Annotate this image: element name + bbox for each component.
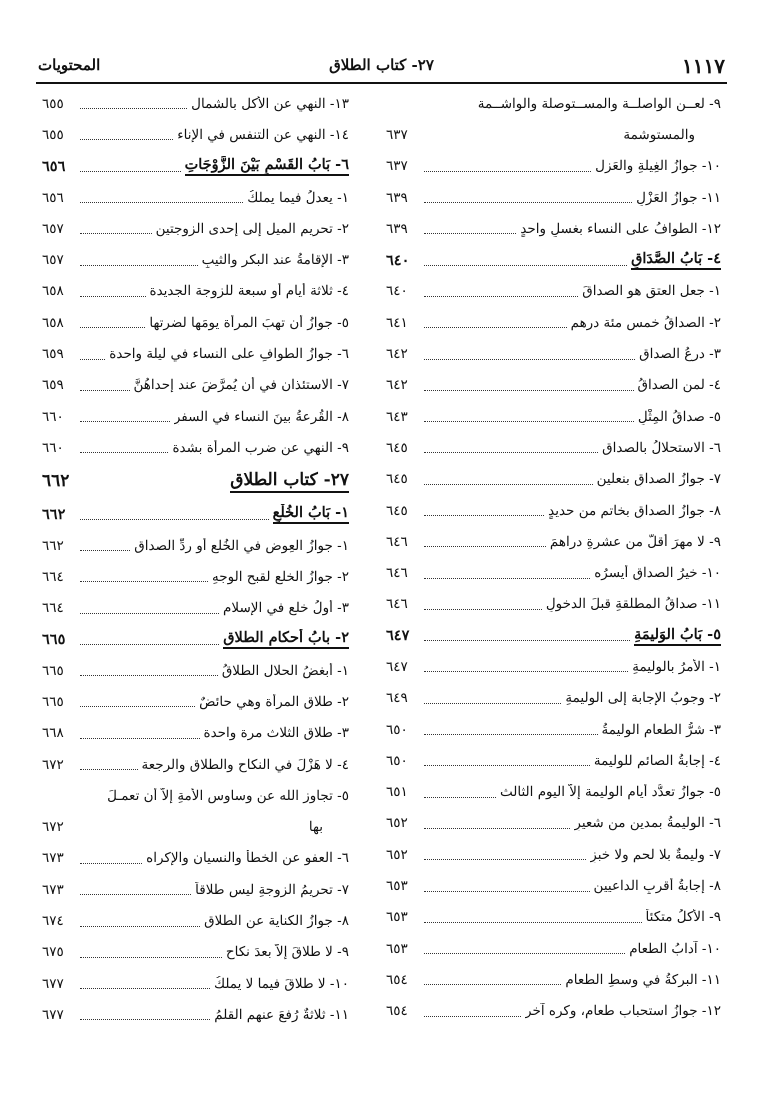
dot-leader bbox=[80, 108, 187, 109]
dot-leader bbox=[80, 988, 210, 989]
toc-entry-page: ٦٦٥ bbox=[42, 693, 64, 710]
toc-entry-page: ٦٦٤ bbox=[42, 600, 64, 617]
dot-leader bbox=[424, 515, 544, 516]
toc-entry bbox=[42, 655, 349, 686]
toc-entry-title: ٤- لمن الصداقُ bbox=[637, 377, 721, 394]
contents-label: المحتويات bbox=[38, 56, 101, 74]
dot-leader bbox=[424, 327, 567, 328]
toc-entry-page: ٦٥٨ bbox=[42, 314, 64, 331]
toc-entry bbox=[386, 495, 721, 526]
toc-entry-title: ١٤- النهي عن التنفس في الإناء bbox=[177, 126, 349, 143]
toc-entry bbox=[42, 370, 349, 401]
toc-entry bbox=[42, 812, 349, 843]
toc-entry-page: ٦٦٢ bbox=[42, 537, 64, 554]
dot-leader bbox=[424, 265, 627, 266]
toc-entry-title: ٢- الصداقُ خمس مئة درهم bbox=[570, 314, 721, 331]
toc-entry-title: ٩- الأكلُ متكئاً bbox=[645, 909, 721, 926]
toc-entry-page: ٦٦٠ bbox=[42, 439, 64, 456]
toc-entry-title: ١١- البركةُ في وسطِ الطعامِ bbox=[565, 971, 721, 988]
chapter-title: ٢٧- كتاب الطلاق bbox=[329, 56, 434, 74]
toc-entry-title: ٧- تحريمُ الزوجةِ ليس طلاقاً bbox=[195, 881, 349, 898]
toc-entry-title: ٩- لعــن الواصلــة والمســتوصلة والواشــمة bbox=[477, 95, 721, 112]
toc-entry-page: ٦٤٠ bbox=[386, 251, 410, 269]
toc-entry-page: ٦٥٠ bbox=[386, 752, 408, 769]
toc-entry-title: ٥- صداقُ المِثْلِ bbox=[637, 408, 721, 425]
toc-entry-page: ٦٥٤ bbox=[386, 971, 408, 988]
toc-entry bbox=[386, 88, 721, 119]
dot-leader bbox=[424, 922, 642, 923]
toc-entry-title: ١٢- الطوافُ على النساء بغسلٍ واحدٍ bbox=[520, 220, 721, 237]
dot-leader bbox=[424, 703, 561, 704]
dot-leader bbox=[80, 452, 168, 453]
toc-entry bbox=[42, 432, 349, 463]
toc-entry-title: ١- جعل العتق هو الصداقَ bbox=[582, 283, 721, 300]
toc-entry-title: ٨- إجابةُ أقربِ الداعيين bbox=[593, 878, 721, 895]
toc-entry bbox=[386, 964, 721, 995]
toc-entry bbox=[42, 213, 349, 244]
toc-section-heading bbox=[42, 151, 349, 182]
dot-leader bbox=[80, 550, 130, 551]
dot-leader bbox=[424, 671, 628, 672]
toc-entry-title: ٢- وجوبُ الإجابة إلى الوليمةِ bbox=[565, 690, 721, 707]
toc-entry-title: ١٣- النهي عن الأكل بالشمال bbox=[191, 95, 349, 112]
dot-leader bbox=[424, 953, 625, 954]
toc-section-heading bbox=[386, 620, 721, 651]
toc-entry-title: ٢- طلاق المرأة وهي حائضٌ bbox=[199, 693, 349, 710]
toc-entry bbox=[386, 589, 721, 620]
toc-entry-page: ٦٤٧ bbox=[386, 658, 408, 675]
toc-entry bbox=[42, 686, 349, 717]
toc-entry-title: ٢- تحريم الميل إلى إحدى الزوجتين bbox=[155, 220, 349, 237]
toc-entry bbox=[42, 307, 349, 338]
toc-entry bbox=[386, 808, 721, 839]
toc-entry-title: ٢- جوازُ الخلع لقبح الوجهِ bbox=[212, 568, 349, 585]
toc-entry-title: ٧- وليمةٌ بلا لحمٍ ولا خبزٍ bbox=[590, 846, 721, 863]
toc-entry bbox=[42, 749, 349, 780]
toc-entry bbox=[42, 937, 349, 968]
toc-entry-page: ٦٧٣ bbox=[42, 850, 64, 867]
toc-entry bbox=[386, 432, 721, 463]
toc-entry-title: ٩- لا طلاقَ إلاَّ بعدَ نكاحٍ bbox=[225, 944, 349, 961]
toc-entry bbox=[386, 651, 721, 682]
toc-entry bbox=[386, 683, 721, 714]
toc-entry-title: ٤- ثلاثة أيام أو سبعة للزوجة الجديدة bbox=[149, 283, 349, 300]
dot-leader bbox=[80, 863, 142, 864]
dot-leader bbox=[80, 139, 173, 140]
toc-entry bbox=[42, 276, 349, 307]
toc-entry-page: ٦٥٣ bbox=[386, 909, 408, 926]
toc-entry-title: ٥- جوازُ تعدُّد أيام الوليمة إلاَّ اليوم الثالث bbox=[499, 784, 721, 801]
toc-entry-page: ٦٤٥ bbox=[386, 471, 408, 488]
toc-entry-title: ١٢- جوازُ استحباب طعامٍ، وكره آخر bbox=[525, 1003, 721, 1020]
dot-leader bbox=[424, 546, 546, 547]
toc-entry bbox=[42, 905, 349, 936]
dot-leader bbox=[80, 296, 146, 297]
toc-entry-title: ٦- الوليمةُ بمدين من شعيرٍ bbox=[574, 815, 721, 832]
toc-entry bbox=[42, 244, 349, 275]
toc-column-left bbox=[42, 88, 349, 1031]
toc-entry-page: ٦٦٠ bbox=[42, 408, 64, 425]
toc-entry-page: ٦٧٧ bbox=[42, 1006, 64, 1023]
dot-leader bbox=[80, 233, 152, 234]
dot-leader bbox=[424, 1016, 521, 1017]
toc-entry bbox=[386, 213, 721, 244]
toc-entry-title: ١- أبغضُ الحلال الطلاقُ bbox=[221, 662, 349, 679]
dot-leader bbox=[424, 390, 634, 391]
toc-entry-page: ٦٤٢ bbox=[386, 346, 408, 363]
toc-entry-page: ٦٥٣ bbox=[386, 878, 408, 895]
toc-entry-page: ٦٥٧ bbox=[42, 220, 64, 237]
toc-entry-title: ٧- جوازُ الصداقِ بنعلين bbox=[596, 471, 721, 488]
toc-entry-page: ٦٦٥ bbox=[42, 630, 66, 648]
toc-entry bbox=[386, 996, 721, 1027]
dot-leader bbox=[80, 769, 138, 770]
toc-entry-title: ٢٧- كتاب الطلاق bbox=[230, 470, 349, 493]
toc-entry bbox=[42, 999, 349, 1030]
dot-leader bbox=[80, 957, 222, 958]
toc-entry bbox=[42, 401, 349, 432]
toc-entry-title: ١٠- جوازُ الغِيلةِ والعَزل bbox=[595, 158, 721, 175]
toc-entry-page: ٦٧٥ bbox=[42, 944, 64, 961]
toc-entry-title: ١٠- لا طلاقَ فيما لا يملكُ bbox=[213, 975, 349, 992]
toc-entry-page: ٦٤٦ bbox=[386, 565, 408, 582]
toc-entry-page: ٦٤٦ bbox=[386, 596, 408, 613]
toc-entry-title: ٧- الاستئذان في أن يُمرَّضَ عند إحداهُنَّ bbox=[133, 377, 349, 394]
dot-leader bbox=[80, 519, 269, 520]
toc-entry-page: ٦٥٤ bbox=[386, 1003, 408, 1020]
toc-entry-title: ٥- جوازُ أن تهبَ المرأة يومَها لضرتها bbox=[149, 314, 349, 331]
toc-entry-title: ١- بَابُ الخُلْعِ bbox=[273, 504, 349, 524]
page-header bbox=[38, 54, 725, 80]
dot-leader bbox=[424, 421, 634, 422]
toc-entry-title: ١١- ثلاثةٌ رُفعَ عنهم القلمُ bbox=[214, 1006, 349, 1023]
toc-entry-page: ٦٥٢ bbox=[386, 815, 408, 832]
dot-leader bbox=[424, 202, 632, 203]
toc-entry-title: ١٠- خيرُ الصداقِ أيسرُه bbox=[594, 565, 721, 582]
toc-entry bbox=[386, 182, 721, 213]
dot-leader bbox=[424, 984, 561, 985]
toc-entry-title: ١- الأمرُ بالوليمةِ bbox=[632, 658, 721, 675]
toc-entry bbox=[386, 933, 721, 964]
dot-leader bbox=[80, 390, 130, 391]
dot-leader bbox=[424, 484, 593, 485]
toc-entry bbox=[386, 745, 721, 776]
toc-entry-title: بها bbox=[308, 819, 323, 836]
toc-entry-page: ٦٥٥ bbox=[42, 126, 64, 143]
toc-entry-page: ٦٤٧ bbox=[386, 627, 410, 645]
dot-leader bbox=[80, 894, 191, 895]
toc-entry-title: ٤- لا هَزْلَ في النكاح والطلاق والرجعة bbox=[141, 756, 349, 773]
toc-entry-page: ٦٣٩ bbox=[386, 220, 408, 237]
toc-entry-page: ٦٤٥ bbox=[386, 439, 408, 456]
toc-section-heading bbox=[42, 624, 349, 655]
toc-entry-title: ٦- جوازُ الطوافِ على النساء في ليلة واحدة bbox=[109, 346, 349, 363]
toc-entry-page: ٦٥٢ bbox=[386, 846, 408, 863]
header-rule bbox=[36, 82, 727, 84]
toc-entry-page: ٦٤٢ bbox=[386, 377, 408, 394]
toc-entry-title: ٦- بَابُ القَسْمِ بَيْنَ الزَّوْجَاتِ bbox=[185, 156, 349, 176]
dot-leader bbox=[80, 738, 200, 739]
toc-entry-title: ٦- العفو عن الخطأ والنسيان والإكراه bbox=[146, 850, 349, 867]
toc-entry bbox=[386, 401, 721, 432]
dot-leader bbox=[424, 797, 496, 798]
toc-column-right bbox=[386, 88, 721, 1027]
toc-entry bbox=[386, 151, 721, 182]
toc-entry bbox=[42, 843, 349, 874]
dot-leader bbox=[80, 171, 181, 172]
toc-entry-page: ٦٥٩ bbox=[42, 346, 64, 363]
toc-entry bbox=[386, 557, 721, 588]
toc-entry bbox=[42, 338, 349, 369]
toc-entry-title: ١- يعدلُ فيما يملكُ bbox=[247, 189, 349, 206]
toc-entry-page: ٦٧٢ bbox=[42, 819, 64, 836]
toc-entry-page: ٦٥٥ bbox=[42, 95, 64, 112]
toc-entry-title: ٢- بابُ أحكام الطلاق bbox=[223, 629, 349, 649]
toc-entry-page: ٦٧٧ bbox=[42, 975, 64, 992]
dot-leader bbox=[80, 327, 145, 328]
toc-entry-title: ٥- تجاوز الله عن وساوس الأمةِ إلاَّ أن تعمـلَ bbox=[107, 787, 349, 804]
toc-entry bbox=[42, 182, 349, 213]
dot-leader bbox=[424, 359, 635, 360]
toc-entry bbox=[42, 780, 349, 811]
toc-entry-title: ٦- الاستحلالُ بالصداق bbox=[602, 439, 721, 456]
dot-leader bbox=[424, 578, 590, 579]
page-number: ١١١٧ bbox=[682, 54, 725, 78]
dot-leader bbox=[80, 675, 218, 676]
dot-leader bbox=[424, 452, 598, 453]
toc-entry-page: ٦٣٧ bbox=[386, 158, 408, 175]
toc-entry bbox=[42, 968, 349, 999]
toc-entry bbox=[386, 902, 721, 933]
toc-entry-page: ٦٥١ bbox=[386, 784, 408, 801]
toc-entry-page: ٦٦٢ bbox=[42, 505, 66, 523]
dot-leader bbox=[80, 1019, 210, 1020]
toc-entry bbox=[386, 870, 721, 901]
toc-entry-page: ٦٥٦ bbox=[42, 189, 64, 206]
toc-entry-page: ٦٤٣ bbox=[386, 408, 408, 425]
toc-entry bbox=[42, 592, 349, 623]
toc-entry-page: ٦٦٥ bbox=[42, 662, 64, 679]
dot-leader bbox=[424, 609, 542, 610]
toc-entry-page: ٦٤٠ bbox=[386, 283, 408, 300]
toc-entry-page: ٦٣٩ bbox=[386, 189, 408, 206]
toc-entry bbox=[386, 464, 721, 495]
toc-entry bbox=[386, 714, 721, 745]
toc-entry bbox=[42, 561, 349, 592]
toc-entry bbox=[42, 874, 349, 905]
toc-entry-page: ٦٧٣ bbox=[42, 881, 64, 898]
toc-section-heading bbox=[42, 499, 349, 530]
toc-entry-page: ٦٧٤ bbox=[42, 913, 64, 930]
toc-entry-title: ٨- جوازُ الكناية عن الطلاقِ bbox=[204, 913, 349, 930]
toc-entry-title: ٤- إجابةُ الصائم للوليمة bbox=[593, 752, 721, 769]
toc-entry-page: ٦٧٢ bbox=[42, 756, 64, 773]
toc-entry-page: ٦٥٦ bbox=[42, 157, 66, 175]
toc-entry-page: ٦٦٢ bbox=[42, 471, 70, 492]
toc-entry-page: ٦٥٨ bbox=[42, 283, 64, 300]
dot-leader bbox=[80, 644, 219, 645]
toc-entry bbox=[42, 530, 349, 561]
toc-entry-page: ٦٥٠ bbox=[386, 721, 408, 738]
dot-leader bbox=[80, 706, 195, 707]
toc-entry-title: ٤- بَابُ الصَّدَاقِ bbox=[631, 250, 721, 270]
toc-entry-title: ١- جوازُ العِوض في الخُلعِ أو ردِّ الصداق bbox=[134, 537, 349, 554]
toc-entry-title: ٣- شرُّ الطعامِ الوليمةُ bbox=[601, 721, 721, 738]
toc-entry bbox=[386, 119, 721, 150]
dot-leader bbox=[424, 859, 586, 860]
toc-entry bbox=[42, 88, 349, 119]
toc-entry bbox=[386, 526, 721, 557]
toc-entry-page: ٦٥٩ bbox=[42, 377, 64, 394]
toc-entry-title: ١٠- آدابُ الطعامِ bbox=[629, 940, 721, 957]
toc-entry-page: ٦٥٧ bbox=[42, 252, 64, 269]
toc-section-heading bbox=[42, 464, 349, 499]
toc-entry-title: ٣- درعُ الصداقِ bbox=[639, 346, 721, 363]
toc-entry-title: ١١- جوازُ العَزْلِ bbox=[636, 189, 721, 206]
toc-entry bbox=[386, 338, 721, 369]
toc-entry-title: ٩- النهي عن ضرب المرأة بشدة bbox=[172, 439, 349, 456]
toc-entry bbox=[386, 276, 721, 307]
dot-leader bbox=[424, 891, 590, 892]
dot-leader bbox=[424, 765, 590, 766]
dot-leader bbox=[80, 202, 243, 203]
toc-entry-page: ٦٦٤ bbox=[42, 568, 64, 585]
toc-entry-page: ٦٤١ bbox=[386, 314, 408, 331]
dot-leader bbox=[80, 359, 105, 360]
toc-entry bbox=[386, 370, 721, 401]
toc-entry-title: ٣- الإقامةُ عند البكر والثيبِ bbox=[201, 252, 349, 269]
toc-entry-title: ٨- جوازُ الصداقِ بخاتمٍ من حديدٍ bbox=[548, 502, 721, 519]
toc-entry-title: ٣- طلاق الثلاث مرة واحدة bbox=[203, 725, 349, 742]
toc-section-heading bbox=[386, 244, 721, 275]
toc-entry-title: ١١- صداقُ المطلقةِ قبلَ الدخولِ bbox=[545, 596, 721, 613]
toc-entry bbox=[42, 119, 349, 150]
dot-leader bbox=[80, 581, 208, 582]
toc-entry-page: ٦٣٧ bbox=[386, 126, 408, 143]
toc-entry bbox=[42, 718, 349, 749]
toc-entry bbox=[386, 307, 721, 338]
toc-entry-page: ٦٤٥ bbox=[386, 502, 408, 519]
dot-leader bbox=[80, 926, 200, 927]
toc-entry-page: ٦٤٦ bbox=[386, 533, 408, 550]
dot-leader bbox=[80, 613, 219, 614]
dot-leader bbox=[424, 828, 570, 829]
toc-entry-page: ٦٥٣ bbox=[386, 940, 408, 957]
dot-leader bbox=[424, 296, 578, 297]
toc-entry-page: ٦٤٩ bbox=[386, 690, 408, 707]
toc-entry-title: ٥- بَابُ الوَليمَةِ bbox=[634, 626, 721, 646]
dot-leader bbox=[424, 171, 591, 172]
dot-leader bbox=[80, 421, 170, 422]
dot-leader bbox=[424, 640, 630, 641]
dot-leader bbox=[80, 265, 198, 266]
toc-entry-title: ٨- القُرعةُ بينَ النساء في السفرِ bbox=[173, 408, 349, 425]
toc-entry bbox=[386, 777, 721, 808]
dot-leader bbox=[424, 734, 598, 735]
toc-entry bbox=[386, 839, 721, 870]
dot-leader bbox=[424, 233, 516, 234]
toc-entry-title: ٣- أولُ خلعٍ في الإسلام bbox=[223, 600, 349, 617]
toc-entry-page: ٦٦٨ bbox=[42, 725, 64, 742]
toc-entry-title: ٩- لا مهرَ أقلّ من عشرةِ دراهمَ bbox=[549, 533, 721, 550]
toc-entry-title: والمستوشمة bbox=[623, 126, 695, 143]
